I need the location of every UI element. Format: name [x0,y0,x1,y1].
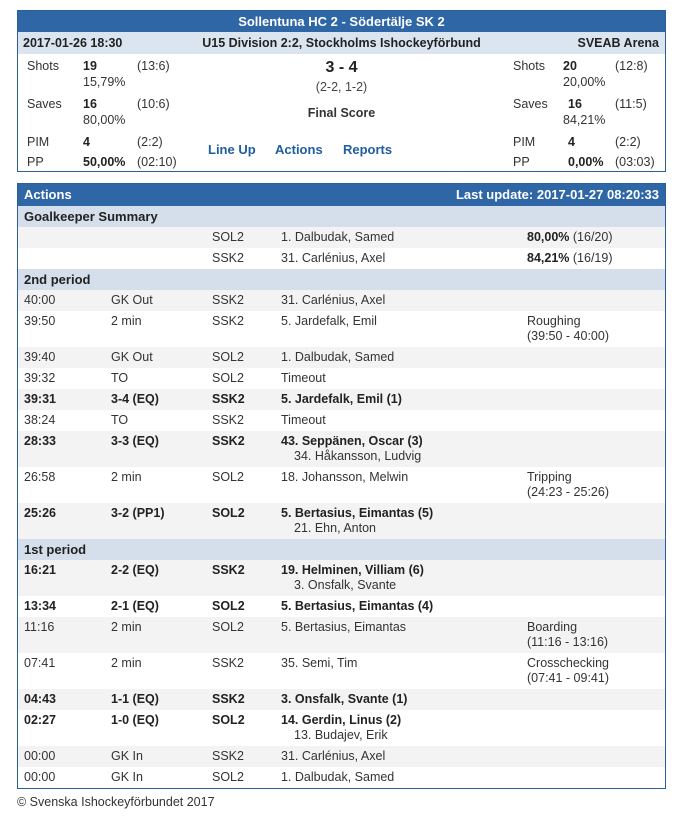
event-row [18,368,665,389]
event-time: 26:58 [24,470,56,484]
goalkeeper-summary-header: Goalkeeper Summary [18,206,665,227]
penalty-time: (07:41 - 09:41) [527,671,609,685]
gk-team: SSK2 [212,251,244,265]
goal-row [18,389,665,410]
event-row [18,410,665,431]
actions-link[interactable]: Actions [275,142,323,157]
event-team: SSK2 [212,392,245,406]
stats-panel [18,54,665,171]
away-pim-periods: (2:2) [615,135,641,149]
event-time: 11:16 [24,620,55,634]
game-date: 2017-01-26 18:30 [23,36,123,50]
event-player: Timeout [281,413,326,427]
event-player: 5. Bertasius, Eimantas (5) [281,506,434,520]
event-time: 04:43 [24,692,56,706]
event-time: 39:31 [24,392,56,406]
assist-player: 13. Budajev, Erik [294,728,388,742]
assist-player: 34. Håkansson, Ludvig [294,449,422,463]
event-team: SOL2 [212,713,245,727]
event-time: 13:34 [24,599,56,613]
home-shots-value: 19 [83,59,97,73]
actions-header [18,184,665,206]
away-pp-value: 0,00% [568,155,604,169]
event-row [18,653,665,689]
home-shots-pct: 15,79% [83,75,126,89]
event-player: 3. Onsfalk, Svante (1) [281,692,408,706]
event-player: 31. Carlénius, Axel [281,293,386,307]
event-row [18,467,665,503]
game-status: Final Score [307,106,376,120]
penalty-type: Tripping [527,470,572,484]
event-time: 39:32 [24,371,56,385]
event-type: GK Out [111,350,153,364]
home-pim-value: 4 [83,135,90,149]
gk-pct-detail: (16/19) [572,251,613,265]
assist-player: 21. Ehn, Anton [294,521,377,535]
period-1-events [18,560,665,788]
event-player: 5. Jardefalk, Emil [281,314,377,328]
event-type: 3-3 (EQ) [111,434,159,448]
final-score: 3 - 4 [325,59,358,76]
gk-pct-value: 80,00% [527,230,570,244]
event-team: SOL2 [212,599,245,613]
gk-player: 31. Carlénius, Axel [281,251,386,265]
away-pp-detail: (03:03) [615,155,655,169]
reports-link[interactable]: Reports [343,142,393,157]
gk-save-pct [527,251,613,266]
event-player: Timeout [281,371,326,385]
goal-row [18,503,665,539]
event-time: 00:00 [24,749,56,763]
event-time: 38:24 [24,413,56,427]
period-2-events [18,290,665,539]
event-time: 00:00 [24,770,56,784]
event-team: SOL2 [212,770,244,784]
event-time: 25:26 [24,506,56,520]
event-type: TO [111,371,129,385]
gk-pct-value: 84,21% [527,251,570,265]
goal-row [18,596,665,617]
home-pim-label: PIM [27,135,50,149]
game-summary-box [17,10,666,172]
actions-panel [17,183,666,789]
game-info-bar [18,32,665,54]
penalty-type: Crosschecking [527,656,609,670]
away-shots-periods: (12:8) [615,59,648,73]
period-1-header: 1st period [18,539,665,560]
penalty-time: (39:50 - 40:00) [527,329,609,343]
away-pim-value: 4 [568,135,575,149]
penalty-type: Boarding [527,620,578,634]
event-time: 40:00 [24,293,56,307]
event-type: GK In [111,770,143,784]
event-type: 3-2 (PP1) [111,506,165,520]
period-2-header: 2nd period [18,269,665,290]
event-player: 14. Gerdin, Linus (2) [281,713,402,727]
away-pim-label: PIM [513,135,536,149]
home-pp-value: 50,00% [83,155,126,169]
penalty-time: (24:23 - 25:26) [527,485,609,499]
event-team: SSK2 [212,293,244,307]
event-player: 18. Johansson, Melwin [281,470,409,484]
event-player: 5. Jardefalk, Emil (1) [281,392,402,406]
event-type: GK Out [111,293,153,307]
event-player: 31. Carlénius, Axel [281,749,386,763]
home-shots-periods: (13:6) [137,59,170,73]
home-saves-pct: 80,00% [83,113,126,127]
event-player: 35. Semi, Tim [281,656,358,670]
away-shots-label: Shots [513,59,545,73]
away-saves-label: Saves [513,97,548,111]
event-time: 28:33 [24,434,56,448]
event-row [18,617,665,653]
event-team: SSK2 [212,563,245,577]
penalty-type: Roughing [527,314,581,328]
home-saves-label: Saves [27,97,62,111]
event-type: 2 min [111,470,142,484]
event-row [18,767,665,788]
goal-row [18,431,665,467]
event-row [18,347,665,368]
away-pp-label: PP [513,155,530,169]
event-team: SSK2 [212,692,245,706]
event-type: 2-2 (EQ) [111,563,159,577]
event-team: SSK2 [212,314,244,328]
event-player: 1. Dalbudak, Samed [281,350,395,364]
event-type: TO [111,413,129,427]
goal-row [18,560,665,596]
event-player: 5. Bertasius, Eimantas [281,620,407,634]
home-saves-value: 16 [83,97,97,111]
away-saves-pct: 84,21% [563,113,606,127]
event-team: SSK2 [212,434,245,448]
home-saves-periods: (10:6) [137,97,170,111]
event-row [18,290,665,311]
last-update: Last update: 2017-01-27 08:20:33 [455,187,659,202]
event-time: 16:21 [24,563,56,577]
goalkeeper-row [18,248,665,269]
event-team: SOL2 [212,470,244,484]
home-pim-periods: (2:2) [137,135,163,149]
away-shots-value: 20 [563,59,577,73]
away-saves-periods: (11:5) [615,97,647,111]
event-type: 2-1 (EQ) [111,599,159,613]
event-player: 43. Seppänen, Oscar (3) [281,434,423,448]
arena-name: SVEAB Arena [577,36,659,50]
event-team: SSK2 [212,656,244,670]
home-pp-label: PP [27,155,44,169]
event-player: 1. Dalbudak, Samed [281,770,395,784]
event-row [18,311,665,347]
copyright-footer: © Svenska Ishockeyförbundet 2017 [17,795,215,809]
gk-save-pct [527,230,613,245]
event-time: 07:41 [24,656,56,670]
event-team: SOL2 [212,350,244,364]
gk-team: SOL2 [212,230,244,244]
league-name: U15 Division 2:2, Stockholms Ishockeyförbund [202,36,481,50]
event-team: SOL2 [212,506,245,520]
event-type: 2 min [111,656,142,670]
penalty-time: (11:16 - 13:16) [527,635,609,649]
event-team: SSK2 [212,749,244,763]
event-row [18,746,665,767]
event-player: 5. Bertasius, Eimantas (4) [281,599,434,613]
away-saves-value: 16 [568,97,582,111]
goal-row [18,689,665,710]
goal-row [18,710,665,746]
gk-pct-detail: (16/20) [572,230,613,244]
event-type: 1-0 (EQ) [111,713,159,727]
event-time: 02:27 [24,713,56,727]
event-type: 2 min [111,314,142,328]
event-time: 39:50 [24,314,56,328]
event-team: SOL2 [212,371,244,385]
event-time: 39:40 [24,350,56,364]
event-type: GK In [111,749,143,763]
event-team: SSK2 [212,413,244,427]
event-type: 1-1 (EQ) [111,692,159,706]
game-title: Sollentuna HC 2 - Södertälje SK 2 [18,11,665,32]
event-player: 19. Helminen, Villiam (6) [281,563,424,577]
goalkeeper-row [18,227,665,248]
period-scores: (2-2, 1-2) [315,80,368,94]
actions-title: Actions [24,187,72,202]
home-pp-detail: (02:10) [137,155,177,169]
away-shots-pct: 20,00% [563,75,606,89]
assist-player: 3. Onsfalk, Svante [294,578,397,592]
lineup-link[interactable]: Line Up [208,142,256,157]
home-shots-label: Shots [27,59,59,73]
event-type: 2 min [111,620,142,634]
event-type: 3-4 (EQ) [111,392,159,406]
gk-player: 1. Dalbudak, Samed [281,230,395,244]
event-team: SOL2 [212,620,244,634]
